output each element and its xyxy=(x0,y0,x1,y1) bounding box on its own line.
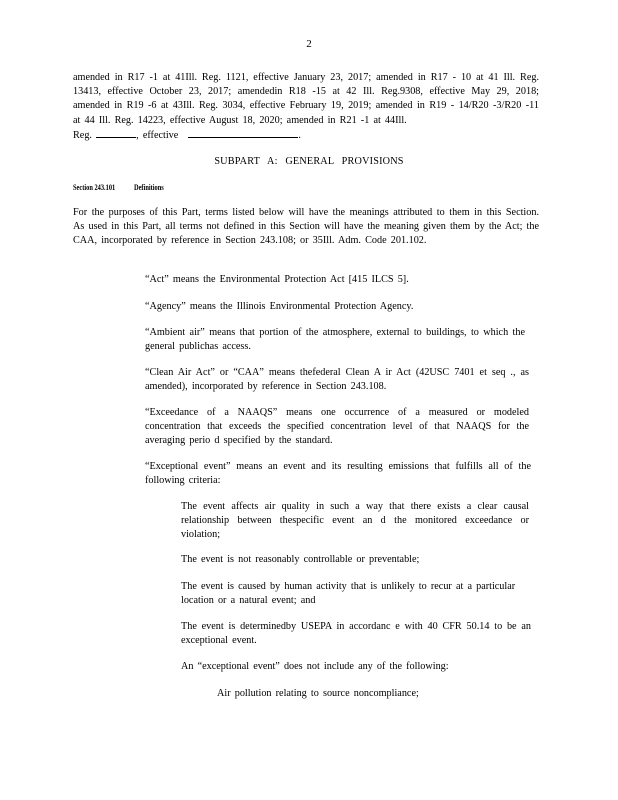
section-heading xyxy=(73,183,164,192)
history-note xyxy=(73,71,539,143)
history-end-period: . xyxy=(298,129,301,141)
criterion-human-or-natural: The event is caused by human activity that is unlikely to recur at a particular location or a natural event; and xyxy=(181,581,516,607)
history-effective-label: , effective xyxy=(136,129,179,141)
definition-agency: “Agency” means the Illinois Environmental Protection Agency. xyxy=(145,301,414,312)
history-text: amended in R17 -1 at 41Ill. Reg. 1121, effective January 23, 2017; amended in R17 - 10 at 41 Ill. Reg. 13413, effective October 23, 2017; amendedin R18 -15 at 42 Ill. Reg.9308, effective May 29, 2018; amended in R19 -6 at 43Ill. Reg. 3034, effective February 19, 2019; amended in R19 - 14/R20 -3/R20 -11 at 44 Ill. Reg. 14223, effective August 18, 2020; amended in R21 -1 at 44Ill. xyxy=(73,72,539,126)
definition-exceedance: “Exceedance of a NAAQS” means one occurrence of a measured or modeled concentration that exceeds the specified concentration level of that NAAQS for the averaging perio d specified by the standard. xyxy=(145,407,529,447)
date-blank xyxy=(188,128,298,138)
criterion-not-controllable: The event is not reasonably controllable or preventable; xyxy=(181,554,420,565)
subpart-heading: SUBPART A: GENERAL PROVISIONS xyxy=(214,156,404,167)
page-number: 2 xyxy=(306,38,312,50)
criterion-usepa-determination: The event is determinedby USEPA in accordanc e with 40 CFR 50.14 to be an exceptional event. xyxy=(181,621,531,647)
volume-blank xyxy=(96,128,136,138)
definition-ambient-air: “Ambient air” means that portion of the atmosphere, external to buildings, to which the general publichas access. xyxy=(145,327,525,353)
definition-clean-air-act: “Clean Air Act” or “CAA” means thefederal Clean A ir Act (42USC 7401 et seq ., as amended), incorporated by reference in Section 243.108. xyxy=(145,367,529,393)
section-number: Section 243.101 xyxy=(73,183,116,192)
intro-paragraph: For the purposes of this Part, terms listed below will have the meanings attributed to them in this Section. As used in this Part, all terms not defined in this Section will have the meaning given them by the Act; the CAA, incorporated by reference in Section 243.108; or 35Ill. Adm. Code 201.102. xyxy=(73,207,539,247)
exclusion-intro: An “exceptional event” does not include any of the following: xyxy=(181,661,449,672)
history-last-line xyxy=(73,128,539,143)
history-reg-label: Reg. xyxy=(73,129,92,141)
section-title: Definitions xyxy=(133,183,164,192)
definition-act: “Act” means the Environmental Protection Act [415 ILCS 5]. xyxy=(145,274,409,285)
exclusion-item: Air pollution relating to source noncompliance; xyxy=(217,688,419,699)
definition-exceptional-event: “Exceptional event” means an event and its resulting emissions that fulfills all of the following criteria: xyxy=(145,461,531,487)
criterion-causal-relationship: The event affects air quality in such a way that there exists a clear causal relationship between thespecific event an d the monitored exceedance or violation; xyxy=(181,501,529,541)
